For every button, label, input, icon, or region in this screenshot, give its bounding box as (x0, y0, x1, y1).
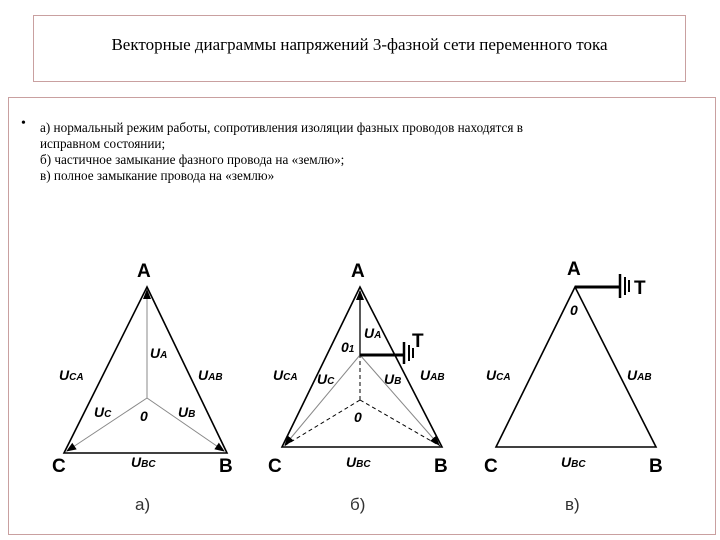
label-ua-a: UA (150, 345, 168, 361)
label-uc-a: UC (94, 404, 112, 420)
triangle-b (282, 287, 442, 447)
label-uab-c: UAB (627, 367, 652, 383)
ground-label-c: T (634, 278, 646, 299)
dashed-vector-b-b (360, 400, 440, 446)
label-ubc-a: UBC (131, 454, 156, 470)
caption-b: б) (350, 495, 366, 514)
description-line-c: в) полное замыкание провода на «землю» (40, 168, 275, 183)
label-uca-c: UCA (486, 367, 511, 383)
vertex-a-label: A (137, 261, 151, 282)
center-0-label: 0 (354, 409, 362, 425)
description-line-b: б) частичное замыкание фазного провода на «землю»; (40, 152, 345, 167)
description-line-a-cont: исправном состоянии; (40, 136, 166, 151)
label-uc-b: UC (317, 371, 335, 387)
vertex-c-label: C (52, 456, 66, 477)
ground-symbol-c (575, 274, 629, 298)
vertex-a-label: A (567, 259, 581, 280)
label-uca-b: UCA (273, 367, 298, 383)
vertex-b-label: B (219, 456, 233, 477)
caption-a: а) (135, 495, 151, 514)
vertex-c-label: C (268, 456, 282, 477)
dashed-vector-c-b (284, 400, 360, 446)
slide-title: Векторные диаграммы напряжений 3-фазной сети переменного тока (111, 35, 608, 54)
bullet-marker: • (21, 116, 26, 131)
diagram-c (484, 259, 663, 514)
label-uab-a: UAB (198, 367, 223, 383)
label-ubc-b: UBC (346, 454, 371, 470)
caption-c: в) (565, 495, 580, 514)
label-ub-a: UB (178, 404, 196, 420)
center-0-label: 0 (570, 302, 578, 318)
label-uca-a: UCA (59, 367, 84, 383)
label-ubc-c: UBC (561, 454, 586, 470)
ground-label-b: T (412, 331, 424, 352)
vector-uc-b (285, 355, 360, 445)
vertex-c-label: C (484, 456, 498, 477)
center-01-label: 01 (341, 339, 355, 355)
vertex-b-label: B (649, 456, 663, 477)
description-line-a: а) нормальный режим работы, сопротивления изоляции фазных проводов находятся в (40, 120, 523, 135)
ground-symbol-b (360, 342, 413, 364)
label-ua-b: UA (364, 325, 382, 341)
diagram-b (268, 261, 448, 514)
label-ub-b: UB (384, 371, 402, 387)
center-0-label: 0 (140, 408, 148, 424)
diagram-a (52, 261, 233, 514)
label-uab-b: UAB (420, 367, 445, 383)
vertex-b-label: B (434, 456, 448, 477)
vertex-a-label: A (351, 261, 365, 282)
